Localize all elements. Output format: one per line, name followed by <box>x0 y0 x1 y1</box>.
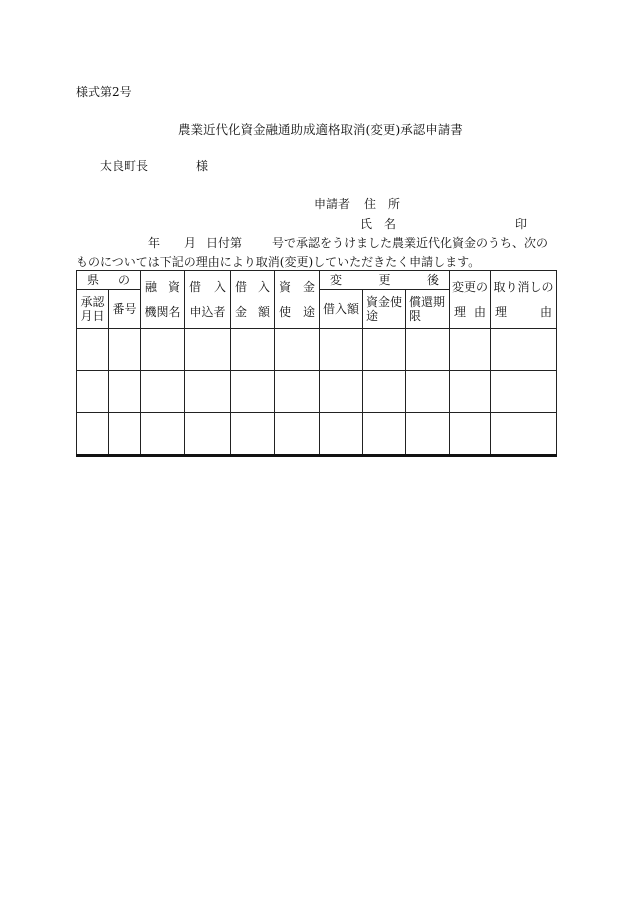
addressee <box>100 159 209 173</box>
body-line-2: ものについては下記の理由により取消(変更)していただきたく申請します。 <box>76 255 481 269</box>
application-table <box>76 270 557 457</box>
funds-use-header: 資 金 使 途 <box>275 271 320 329</box>
date-suffix: 日付第 <box>206 236 243 250</box>
form-number: 様式第2号 <box>76 85 132 99</box>
month-label: 月 <box>184 236 197 250</box>
seal-label: 印 <box>515 217 528 231</box>
new-amount-header: 借入額 <box>320 290 363 329</box>
prefecture-header: 県 の <box>77 271 141 290</box>
mayor-title: 太良町長 <box>100 159 149 173</box>
body-text-1: 号で承認をうけました農業近代化資金のうち、次の <box>272 236 549 250</box>
year-label: 年 <box>148 236 161 250</box>
name-label: 氏 名 <box>360 217 397 231</box>
applicant-address-line <box>314 198 400 210</box>
change-reason-header: 変更の 理 由 <box>450 271 491 329</box>
institution-header: 融 資 機関名 <box>141 271 185 329</box>
new-use-header: 資金使 途 <box>363 290 406 329</box>
repayment-header: 償還期 限 <box>406 290 450 329</box>
applicant-name-line <box>360 217 528 231</box>
table-row <box>77 371 557 413</box>
cancel-reason-header: 取り消しの 理 由 <box>491 271 557 329</box>
applicant-header: 借 入 申込者 <box>185 271 231 329</box>
approval-date-header: 承認 月日 <box>77 290 109 329</box>
amount-header: 借 入 金 額 <box>231 271 275 329</box>
honorific: 様 <box>196 159 209 173</box>
address-label: 住 所 <box>364 197 401 211</box>
document-title: 農業近代化資金融通助成適格取消(変更)承認申請書 <box>178 122 463 137</box>
applicant-label: 申請者 <box>314 197 351 211</box>
table-row <box>77 413 557 456</box>
number-header: 番号 <box>109 290 141 329</box>
change-after-header: 変 更 後 <box>320 271 450 290</box>
table-row <box>77 329 557 371</box>
